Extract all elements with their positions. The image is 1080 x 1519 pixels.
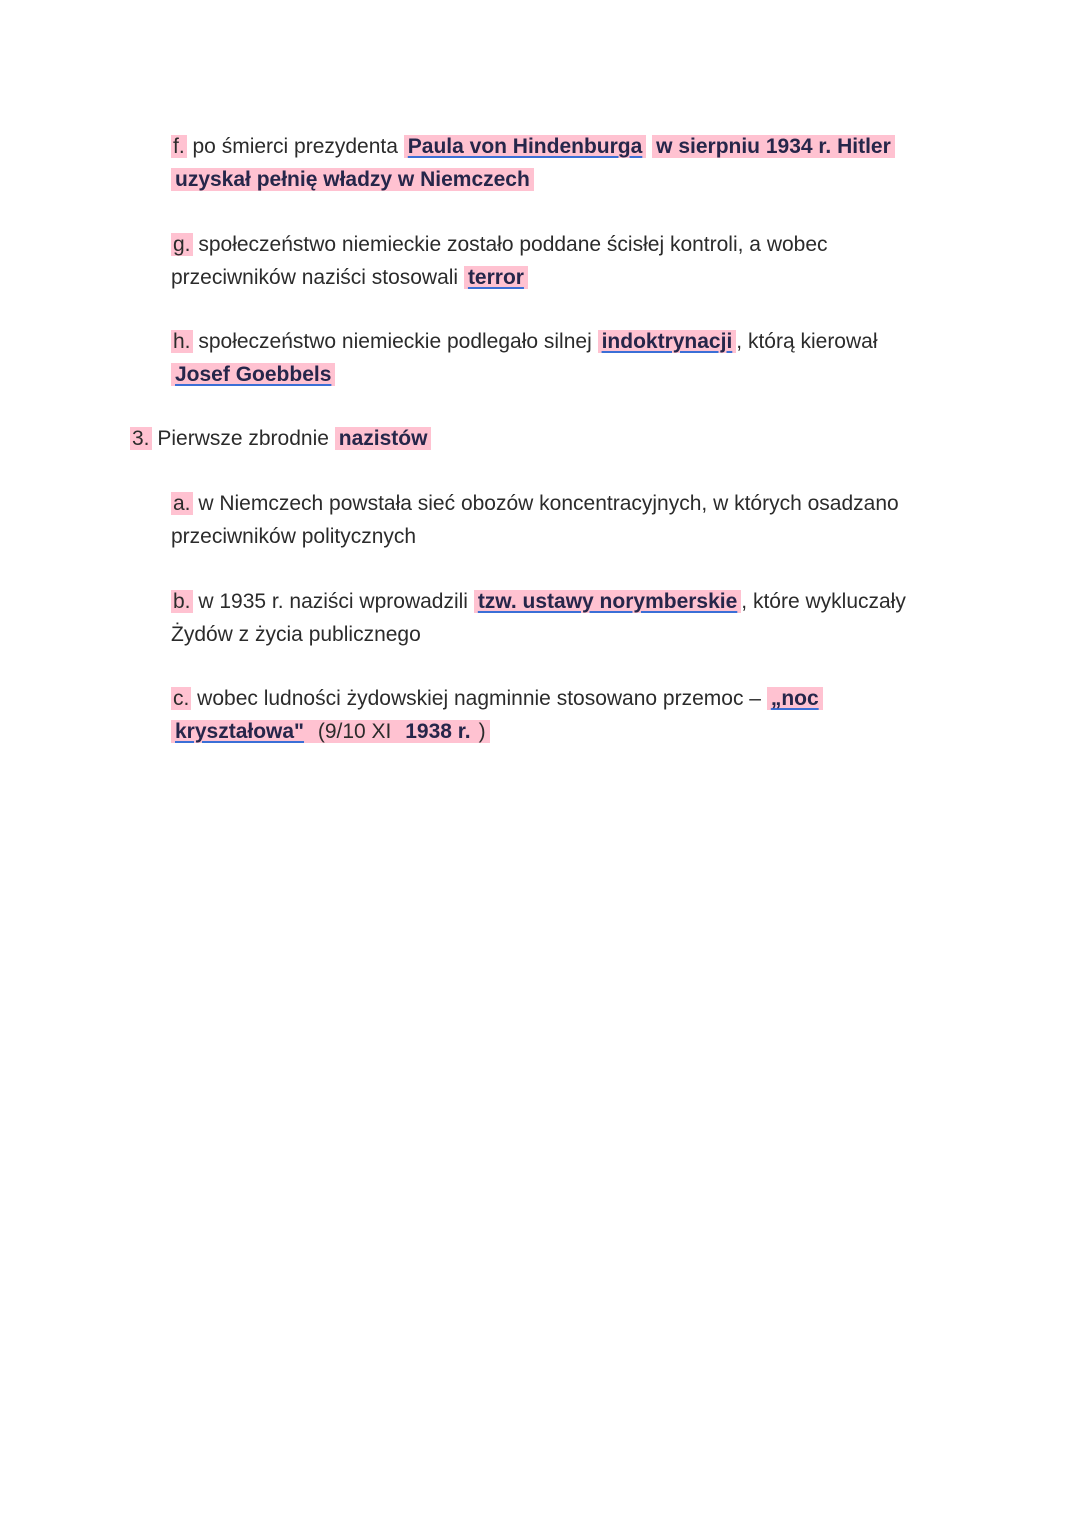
highlighted-date: 1938 r. [401, 720, 474, 743]
item-letter: f. [173, 135, 185, 158]
item-text: w Niemczech powstała sieć obozów koncentracyjnych, w których osadzano [192, 492, 899, 515]
item-text: , którą kierował [736, 330, 878, 353]
list-item-g [171, 228, 931, 294]
item-text: , które wykluczały [741, 590, 906, 613]
item-letter: h. [173, 330, 191, 353]
item-text: przeciwników naziści stosowali [171, 266, 464, 289]
list-item-f [171, 130, 931, 196]
item-letter: b. [173, 590, 191, 613]
item-text: (9/10 XI [308, 720, 401, 743]
list-item-c [171, 682, 931, 748]
highlighted-term: terror [464, 266, 528, 289]
item-text: ) [475, 720, 490, 743]
item-text: po śmierci prezydenta [186, 135, 404, 158]
item-letter: c. [173, 687, 190, 710]
list-item-h [171, 325, 931, 391]
item-letter: g. [173, 233, 191, 256]
highlighted-term: tzw. ustawy norymberskie [474, 590, 741, 613]
highlighted-term: kryształowa" [171, 720, 308, 743]
item-text: społeczeństwo niemieckie zostało poddane ścisłej kontroli, a wobec [192, 233, 828, 256]
item-text: w 1935 r. naziści wprowadzili [192, 590, 474, 613]
highlighted-term: indoktrynacji [598, 330, 737, 353]
section-title: Pierwsze zbrodnie [151, 427, 335, 450]
item-letter: a. [173, 492, 191, 515]
list-item-a [171, 487, 931, 553]
item-text: Żydów z życia publicznego [171, 623, 421, 646]
section-number: 3. [132, 427, 150, 450]
section-heading-3 [130, 422, 431, 455]
highlighted-term: „noc [767, 687, 823, 710]
highlighted-term: Paula von Hindenburga [404, 135, 647, 158]
list-item-b [171, 585, 931, 651]
highlighted-term: Josef Goebbels [171, 363, 335, 386]
highlighted-text: uzyskał pełnię władzy w Niemczech [171, 168, 534, 191]
item-text: przeciwników politycznych [171, 525, 417, 548]
item-text: wobec ludności żydowskiej nagminnie stosowano przemoc – [191, 687, 767, 710]
highlighted-text: w sierpniu 1934 r. Hitler [652, 135, 895, 158]
item-text: społeczeństwo niemieckie podlegało silnej [192, 330, 598, 353]
highlighted-term: nazistów [335, 427, 432, 450]
